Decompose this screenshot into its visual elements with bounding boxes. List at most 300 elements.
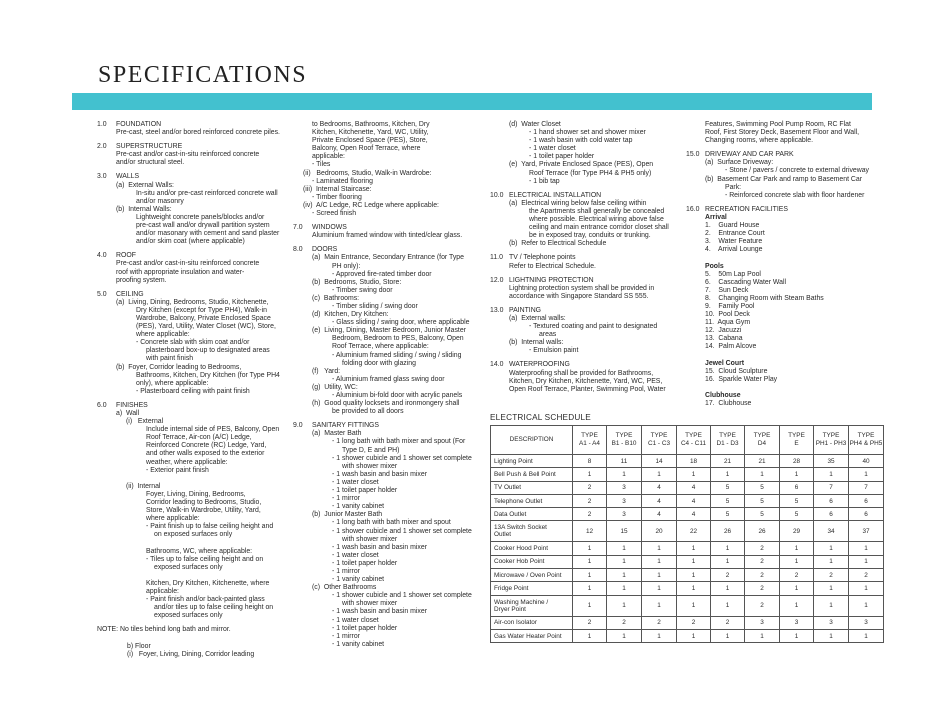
table-cell: 6 [849, 494, 884, 507]
table-cell: 5 [711, 508, 745, 521]
spec-line: Foyer, Living, Dining, Bedrooms, [146, 490, 246, 498]
spec-line: - Concrete slab with skim coat and/or [136, 339, 250, 347]
spec-line: the Apartments shall generally be concealed [529, 207, 665, 215]
spec-line: - Aluminium bi-fold door with acrylic panels [332, 392, 463, 399]
row-label: Air-con Isolator [491, 616, 573, 629]
section-number: 3.0 [97, 173, 107, 181]
table-cell: 1 [849, 542, 884, 555]
table-cell: 1 [642, 468, 677, 481]
table-cell: 3 [607, 494, 642, 507]
table-cell: 1 [573, 569, 607, 582]
spec-line: Kitchen, Dry Kitchen, Kitchenette, Yard, WC, PES, [509, 377, 663, 385]
table-cell: 1 [607, 629, 642, 642]
spec-line: - Exterior paint finish [146, 466, 209, 474]
row-label: Gas Water Heater Point [491, 629, 573, 642]
spec-line: roof with appropriate insulation and water- [116, 268, 245, 276]
table-cell: 2 [607, 616, 642, 629]
spec-line: Bathrooms, Kitchen, Dry Kitchen (for Type PH4 [136, 371, 280, 379]
spec-line: - 1 toilet paper holder [332, 624, 398, 632]
table-row [491, 569, 884, 582]
spec-line: 7. Sun Deck [705, 286, 749, 294]
table-cell: 7 [814, 481, 849, 494]
table-cell: 6 [849, 508, 884, 521]
table-cell: 1 [642, 629, 677, 642]
column-header: TYPE B1 - B10 [607, 426, 642, 455]
spec-line: 12. Jacuzzi [705, 327, 742, 335]
table-cell: 1 [745, 468, 780, 481]
spec-line: 8. Changing Room with Steam Baths [705, 294, 824, 302]
spec-line: - 1 mirror [332, 567, 360, 575]
table-cell: 8 [573, 455, 607, 468]
spec-line: to Bedrooms, Bathrooms, Kitchen, Dry [312, 121, 430, 128]
spec-line: - 1 wash basin and basin mixer [332, 543, 427, 551]
section-number: 1.0 [97, 121, 107, 128]
spec-line: - Tiles up to false ceiling height and on [146, 555, 264, 563]
spec-line: be provided to all doors [332, 408, 404, 416]
table-cell: 1 [849, 582, 884, 595]
table-cell: 1 [814, 582, 849, 595]
spec-line: plasterboard box-up to designated areas [146, 347, 270, 355]
spec-line: applicable: [146, 588, 179, 596]
table-cell: 2 [711, 569, 745, 582]
table-cell: 1 [814, 629, 849, 642]
table-cell: 1 [607, 555, 642, 568]
spec-column-3 [490, 121, 680, 400]
table-cell: 21 [711, 455, 745, 468]
spec-line: on exposed surfaces only [154, 531, 233, 539]
spec-line: (a) Master Bath [312, 430, 362, 438]
table-cell: 5 [745, 481, 780, 494]
table-cell: 35 [814, 455, 849, 468]
spec-line: (a) External Walls: [116, 181, 174, 189]
spec-line: - 1 toilet paper holder [332, 487, 398, 495]
table-cell: 4 [677, 508, 711, 521]
table-cell: 6 [814, 508, 849, 521]
spec-section [97, 143, 287, 167]
spec-line: (ii) Bedrooms, Studio, Walk-in Wardrobe: [303, 169, 432, 177]
spec-line: (b) Internal Walls: [116, 205, 172, 213]
spec-line: 3. Water Feature [705, 238, 763, 246]
spec-section [686, 151, 876, 200]
table-cell: 1 [849, 629, 884, 642]
section-number: 15.0 [686, 151, 700, 159]
spec-line: (e) Yard, Private Enclosed Space (PES), Open [509, 161, 654, 169]
table-cell: 18 [677, 455, 711, 468]
spec-line [97, 635, 287, 643]
spec-line: Lightweight concrete panels/blocks and/or [136, 213, 265, 221]
spec-line: Pre-cast, steel and/or bored reinforced concrete piles. [116, 129, 280, 137]
section-heading: DOORS [312, 246, 338, 254]
table-cell: 14 [642, 455, 677, 468]
section-number: 6.0 [97, 401, 107, 409]
spec-line: (a) Main Entrance, Secondary Entrance (for Type [312, 254, 464, 262]
spec-line: (b) Refer to Electrical Schedule [509, 240, 607, 248]
page-title: SPECIFICATIONS [98, 62, 308, 88]
spec-line: Refer to Electrical Schedule. [509, 262, 596, 270]
spec-line: Park: [725, 183, 742, 191]
spec-line: - 1 vanity cabinet [332, 640, 385, 648]
spec-line [116, 475, 287, 483]
table-cell: 1 [642, 569, 677, 582]
spec-line: only), where applicable: [136, 379, 209, 387]
spec-line: - 1 water closet [529, 145, 576, 153]
row-label: TV Outlet [491, 481, 573, 494]
spec-section [490, 307, 680, 356]
table-cell: 1 [780, 542, 814, 555]
spec-line: accordance with Singapore Standard SS 555. [509, 292, 649, 300]
spec-line: - 1 vanity cabinet [332, 576, 385, 584]
spec-line: - Timber flooring [312, 193, 362, 201]
spec-line: - Emulsion paint [529, 347, 579, 355]
table-row [491, 555, 884, 568]
spec-line: - 1 shower cubicle and 1 shower set complete [332, 527, 472, 535]
spec-section [490, 192, 680, 249]
spec-line: (PES), Yard, Utility, Water Closet (WC), Store, [136, 323, 276, 331]
spec-column-4 [686, 121, 876, 414]
spec-line: - Aluminium framed glass swing door [332, 375, 445, 383]
table-cell: 1 [607, 569, 642, 582]
spec-line: pre-cast wall and/or drywall partition system [136, 222, 270, 230]
table-cell: 2 [573, 508, 607, 521]
spec-section [97, 252, 287, 284]
row-label: Lighting Point [491, 455, 573, 468]
table-cell: 1 [814, 542, 849, 555]
spec-line: 15. Cloud Sculpture [705, 367, 768, 375]
spec-line: Type D, E and PH) [342, 446, 400, 454]
table-cell: 1 [677, 569, 711, 582]
section-heading: ROOF [116, 252, 136, 260]
spec-line: NOTE: No tiles behind long bath and mirror. [97, 626, 231, 634]
spec-line: folding door with glazing [342, 359, 416, 367]
column-header: TYPE PH1 - PH3 [814, 426, 849, 455]
spec-line: ceiling and main entrance corridor closet shall [529, 224, 669, 232]
table-cell: 1 [642, 582, 677, 595]
table-cell: 1 [711, 468, 745, 481]
table-cell: 34 [814, 521, 849, 542]
spec-line: - 1 shower cubicle and 1 shower set complete [332, 592, 472, 600]
spec-line: where possible. Electrical wiring above false [529, 216, 664, 224]
spec-line: (b) Junior Master Bath [312, 511, 383, 519]
spec-line: exposed surfaces only [154, 612, 223, 620]
section-number: 13.0 [490, 306, 504, 314]
spec-line: Include internal side of PES, Balcony, Open [146, 426, 280, 434]
spec-line: - 1 wash basin with cold water tap [529, 137, 633, 145]
accent-band [72, 93, 872, 110]
table-cell: 4 [677, 481, 711, 494]
spec-line: applicable: [312, 153, 345, 161]
column-header: TYPE E [780, 426, 814, 455]
spec-line: - Laminated flooring [312, 177, 373, 185]
table-cell: 5 [745, 494, 780, 507]
section-number: 16.0 [686, 205, 700, 213]
spec-line: Clubhouse [705, 392, 741, 399]
spec-line: - 1 mirror [332, 495, 360, 503]
table-cell: 1 [607, 582, 642, 595]
spec-line: Arrival [705, 213, 727, 221]
spec-line: PH only): [332, 262, 361, 270]
spec-section [686, 121, 876, 145]
table-header-row [491, 426, 884, 455]
spec-line: - Paint finish up to false ceiling height and [146, 523, 274, 531]
spec-section [97, 173, 287, 246]
table-cell: 1 [780, 555, 814, 568]
table-cell: 6 [780, 481, 814, 494]
table-cell: 1 [642, 595, 677, 616]
spec-line: Roof Terrace, Air-con (A/C) Ledge, [146, 434, 252, 442]
spec-line: (b) Internal walls: [509, 339, 564, 347]
table-cell: 1 [745, 629, 780, 642]
spec-line: Bedroom, Bedroom to PES, Balcony, Open [332, 335, 464, 343]
spec-line: (i) Foyer, Living, Dining, Corridor leading [127, 650, 255, 658]
section-heading: ELECTRICAL INSTALLATION [509, 191, 602, 199]
spec-line: and/or masonary with cement and sand plaster [136, 230, 280, 238]
table-cell: 1 [642, 542, 677, 555]
table-cell: 1 [711, 582, 745, 595]
spec-section [490, 277, 680, 301]
section-number: 5.0 [97, 290, 107, 298]
spec-line [116, 540, 287, 548]
section-number: 9.0 [293, 422, 303, 430]
section-heading: SUPERSTRUCTURE [116, 143, 183, 151]
spec-line: (h) Good quality locksets and ironmongery shall [312, 400, 460, 408]
spec-line: exposed surfaces only [154, 563, 223, 571]
spec-line: Kitchen, Kitchenette, Yard, WC, Utility, [312, 129, 429, 137]
spec-line: - Textured coating and paint to designated [529, 323, 658, 331]
table-cell: 1 [780, 468, 814, 481]
spec-section [293, 246, 483, 416]
spec-line: (ii) Internal [126, 482, 161, 490]
table-cell: 1 [677, 555, 711, 568]
spec-line: Pools [705, 262, 724, 270]
table-cell: 1 [677, 595, 711, 616]
row-label: Cooker Hob Point [491, 555, 573, 568]
section-heading: WINDOWS [312, 224, 347, 232]
table-cell: 1 [780, 582, 814, 595]
table-cell: 3 [745, 616, 780, 629]
spec-line: 5. 50m Lap Pool [705, 270, 761, 278]
spec-line: (b) Bedrooms, Studio, Store: [312, 278, 402, 286]
spec-line: Waterproofing shall be provided for Bathrooms, [509, 369, 654, 377]
table-cell: 2 [814, 569, 849, 582]
spec-line: 13. Cabana [705, 335, 743, 343]
section-heading: FINISHES [116, 401, 148, 409]
spec-section [293, 121, 483, 218]
spec-line: (iv) A/C Ledge, RC Ledge where applicable: [303, 201, 439, 209]
spec-line: - 1 hand shower set and shower mixer [529, 129, 646, 137]
spec-line: - Paint finish and/or back-painted glass [146, 596, 265, 604]
column-header: DESCRIPTION [491, 426, 573, 455]
table-cell: 2 [573, 481, 607, 494]
spec-section [97, 291, 287, 396]
spec-line: 10. Pool Deck [705, 311, 750, 319]
table-cell: 2 [711, 616, 745, 629]
section-number: 10.0 [490, 191, 504, 199]
table-row [491, 455, 884, 468]
spec-section [97, 121, 287, 137]
column-header: TYPE D4 [745, 426, 780, 455]
table-cell: 1 [849, 595, 884, 616]
spec-line: (iii) Internal Staircase: [303, 185, 372, 193]
spec-line: - Timber sliding / swing door [332, 302, 418, 310]
table-cell: 2 [849, 569, 884, 582]
row-label: 13A Switch Socket Outlet [491, 521, 573, 542]
table-cell: 1 [573, 555, 607, 568]
spec-line: (a) Living, Dining, Bedrooms, Studio, Kitchenette, [116, 298, 269, 306]
spec-line: Corridor leading to Bedrooms, Studio, [146, 499, 262, 507]
spec-line: Wardrobe, Balcony, Private Enclosed Space [136, 314, 271, 322]
table-row [491, 521, 884, 542]
row-label: Telephone Outlet [491, 494, 573, 507]
table-cell: 2 [677, 616, 711, 629]
row-label: Data Outlet [491, 508, 573, 521]
table-cell: 1 [711, 555, 745, 568]
spec-line: a) Wall [116, 410, 140, 417]
table-cell: 1 [849, 555, 884, 568]
table-cell: 2 [642, 616, 677, 629]
table-cell: 21 [745, 455, 780, 468]
spec-line: where applicable: [136, 331, 190, 339]
spec-column-2 [293, 121, 483, 655]
spec-section [490, 121, 680, 186]
spec-line: Reinforced Concrete (RC) Ledge, Yard, [146, 442, 267, 450]
spec-line: proofing system. [116, 276, 167, 284]
table-cell: 22 [677, 521, 711, 542]
table-cell: 1 [711, 629, 745, 642]
spec-line: (f) Yard: [312, 367, 341, 375]
table-cell: 1 [642, 555, 677, 568]
table-cell: 1 [711, 542, 745, 555]
spec-line: Store, Walk-in Wardrobe, Utility, Yard, [146, 507, 261, 515]
table-row [491, 468, 884, 481]
spec-section [97, 402, 287, 621]
table-cell: 5 [711, 494, 745, 507]
table-cell: 3 [849, 616, 884, 629]
section-heading: LIGHTNING PROTECTION [509, 276, 594, 284]
spec-line: (b) Basement Car Park and ramp to Basement Car [705, 175, 863, 183]
table-cell: 1 [573, 582, 607, 595]
table-cell: 26 [745, 521, 780, 542]
table-cell: 1 [573, 629, 607, 642]
section-number: 8.0 [293, 246, 303, 254]
spec-line: Jewel Court [705, 359, 745, 367]
spec-line: weather, where applicable: [146, 458, 228, 466]
table-cell: 2 [573, 616, 607, 629]
table-cell: 2 [745, 569, 780, 582]
table-cell: 20 [642, 521, 677, 542]
spec-line: - Reinforced concrete slab with floor hardener [725, 191, 865, 199]
spec-line: 11. Aqua Gym [705, 319, 751, 327]
section-number: 7.0 [293, 224, 303, 232]
spec-line: Roof, First Storey Deck, Basement Floor and Wall, [705, 129, 860, 137]
spec-line: Balcony, Open Roof Terrace, where [312, 145, 421, 153]
table-cell: 1 [573, 595, 607, 616]
spec-line: (d) Kitchen, Dry Kitchen: [312, 311, 389, 319]
spec-line: Dry Kitchen (except for Type PH4), Walk-in [136, 306, 267, 314]
spec-line: (e) Living, Dining, Master Bedroom, Junior Master [312, 327, 466, 335]
table-cell: 12 [573, 521, 607, 542]
spec-line: (a) External walls: [509, 314, 566, 322]
row-label: Washing Machine / Dryer Point [491, 595, 573, 616]
table-cell: 4 [642, 481, 677, 494]
table-cell: 2 [745, 582, 780, 595]
table-cell: 2 [745, 555, 780, 568]
spec-line: - Aluminium framed sliding / swing / sliding [332, 351, 462, 359]
spec-line: areas [539, 331, 557, 339]
table-cell: 3 [607, 481, 642, 494]
spec-line: In-situ and/or pre-cast reinforced concrete wall [136, 189, 278, 197]
table-cell: 3 [607, 508, 642, 521]
spec-line: and/or skim coat (where applicable) [136, 238, 245, 246]
spec-line: with shower mixer [342, 462, 398, 470]
table-cell: 1 [677, 542, 711, 555]
table-row [491, 542, 884, 555]
spec-line: Private Enclosed Space (PES), Store, [312, 137, 428, 145]
spec-line: - 1 wash basin and basin mixer [332, 470, 427, 478]
table-row [491, 582, 884, 595]
spec-line: 16. Sparkle Water Play [705, 375, 778, 383]
spec-line: be in exposed tray, conduits or trunking. [529, 232, 651, 240]
spec-line: - 1 wash basin and basin mixer [332, 608, 427, 616]
section-heading: FOUNDATION [116, 121, 162, 128]
table-cell: 11 [607, 455, 642, 468]
spec-line: (c) Bathrooms: [312, 294, 360, 302]
table-cell: 2 [780, 569, 814, 582]
column-header: TYPE C1 - C3 [642, 426, 677, 455]
spec-line: - 1 long bath with bath mixer and spout [332, 519, 451, 527]
spec-line: (g) Utility, WC: [312, 383, 358, 391]
spec-column-1 [97, 121, 287, 659]
spec-section [293, 422, 483, 649]
spec-line: - Timber swing door [332, 286, 393, 294]
table-row [491, 629, 884, 642]
table-cell: 5 [745, 508, 780, 521]
table-cell: 5 [780, 508, 814, 521]
spec-line: - Stone / pavers / concrete to external driveway [725, 167, 870, 175]
table-cell: 29 [780, 521, 814, 542]
spec-line: - Plasterboard ceiling with paint finish [136, 387, 250, 395]
spec-section [490, 254, 680, 270]
row-label: Microwave / Oven Point [491, 569, 573, 582]
section-number: 12.0 [490, 276, 504, 284]
column-header: TYPE PH4 & PH5 [849, 426, 884, 455]
table-cell: 3 [814, 616, 849, 629]
table-cell: 1 [849, 468, 884, 481]
spec-line: and/or structural steel. [116, 159, 185, 167]
spec-line: Aluminium framed window with tinted/clear glass. [312, 232, 463, 240]
table-cell: 1 [814, 468, 849, 481]
spec-line: b) Floor [127, 642, 151, 650]
table-cell: 26 [711, 521, 745, 542]
table-row [491, 494, 884, 507]
spec-line: (a) Electrical wiring below false ceiling within [509, 199, 647, 207]
table-cell: 4 [677, 494, 711, 507]
spec-line: Roof Terrace, where applicable: [332, 343, 429, 351]
section-heading: SANITARY FITTINGS [312, 422, 380, 430]
spec-line: Pre-cast and/or cast-in-situ reinforced concrete [116, 151, 260, 159]
table-row [491, 508, 884, 521]
column-header: TYPE C4 - C11 [677, 426, 711, 455]
section-heading: RECREATION FACILITIES [705, 205, 788, 213]
table-cell: 1 [607, 595, 642, 616]
spec-line: and/or masonry [136, 197, 184, 205]
section-number: 11.0 [490, 254, 503, 262]
spec-line: - 1 long bath with bath mixer and spout (For [332, 438, 466, 446]
table-cell: 1 [677, 629, 711, 642]
spec-line: Bathrooms, WC, where applicable: [146, 547, 253, 555]
table-cell: 1 [573, 468, 607, 481]
section-number: 14.0 [490, 361, 504, 369]
table-cell: 1 [780, 629, 814, 642]
